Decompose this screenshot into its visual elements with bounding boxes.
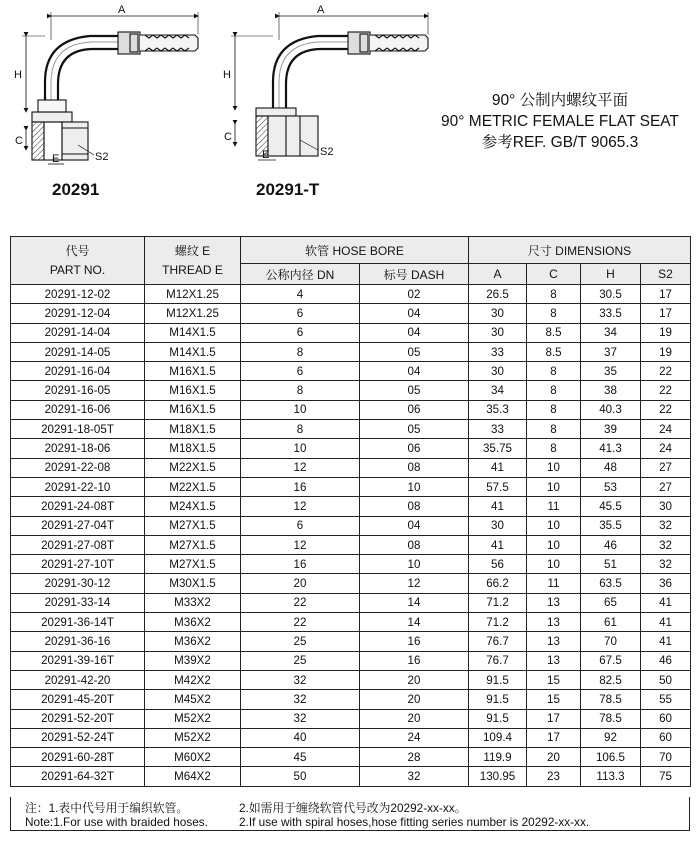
table-cell: 50 xyxy=(641,670,691,689)
table-cell: 10 xyxy=(527,516,581,535)
table-cell: 32 xyxy=(360,767,469,786)
table-cell: 36 xyxy=(641,574,691,593)
table-cell: 30 xyxy=(469,516,527,535)
table-cell: 12 xyxy=(360,574,469,593)
table-cell: 46 xyxy=(581,535,641,554)
table-cell: 23 xyxy=(527,767,581,786)
table-cell: 20291-16-06 xyxy=(11,400,145,419)
table-cell: 13 xyxy=(527,613,581,632)
table-cell: 05 xyxy=(360,420,469,439)
table-cell: 19 xyxy=(641,342,691,361)
table-cell: 32 xyxy=(641,535,691,554)
table-row xyxy=(11,651,691,670)
table-cell: 20291-64-32T xyxy=(11,767,145,786)
table-cell: 10 xyxy=(241,400,360,419)
table-row xyxy=(11,458,691,477)
table-cell: 34 xyxy=(469,381,527,400)
table-cell: 106.5 xyxy=(581,748,641,767)
table-cell: 119.9 xyxy=(469,748,527,767)
table-cell: 78.5 xyxy=(581,709,641,728)
table-cell: 8 xyxy=(527,439,581,458)
table-cell: 20291-16-05 xyxy=(11,381,145,400)
table-cell: 20291-18-06 xyxy=(11,439,145,458)
table-cell: 17 xyxy=(641,285,691,304)
table-row xyxy=(11,670,691,689)
table-cell: 13 xyxy=(527,593,581,612)
table-cell: 32 xyxy=(641,516,691,535)
table-cell: 14 xyxy=(360,613,469,632)
table-cell: 06 xyxy=(360,400,469,419)
table-cell: 60 xyxy=(641,709,691,728)
table-cell: M12X1.25 xyxy=(145,285,241,304)
table-cell: M22X1.5 xyxy=(145,477,241,496)
title-block xyxy=(420,90,700,153)
table-cell: 35.3 xyxy=(469,400,527,419)
table-row xyxy=(11,342,691,361)
table-cell: 41.3 xyxy=(581,439,641,458)
table-cell: 20291-30-12 xyxy=(11,574,145,593)
table-cell: 12 xyxy=(241,497,360,516)
dim-s2-label-t: S2 xyxy=(320,146,334,158)
table-cell: 10 xyxy=(527,458,581,477)
table-cell: 30 xyxy=(641,497,691,516)
table-cell: 20291-22-10 xyxy=(11,477,145,496)
table-cell: 22 xyxy=(641,362,691,381)
table-cell: 67.5 xyxy=(581,651,641,670)
table-row xyxy=(11,709,691,728)
table-cell: 56 xyxy=(469,555,527,574)
col-dn: 公称内径 DN xyxy=(241,264,360,285)
table-row xyxy=(11,767,691,786)
col-a: A xyxy=(469,264,527,285)
table-cell: 8 xyxy=(527,420,581,439)
dim-e-label-t: E xyxy=(262,149,270,161)
table-cell: 8 xyxy=(241,381,360,400)
table-cell: 37 xyxy=(581,342,641,361)
notes xyxy=(10,797,690,831)
table-cell: 50 xyxy=(241,767,360,786)
table-row xyxy=(11,690,691,709)
table-cell: 32 xyxy=(241,690,360,709)
table-cell: 109.4 xyxy=(469,728,527,747)
table-cell: 71.2 xyxy=(469,613,527,632)
table-cell: 60 xyxy=(641,728,691,747)
table-row xyxy=(11,439,691,458)
note-en-1: Note:1.For use with braided hoses. xyxy=(25,815,208,829)
table-row xyxy=(11,516,691,535)
table-cell: 45.5 xyxy=(581,497,641,516)
table-cell: 8 xyxy=(527,285,581,304)
table-cell: 4 xyxy=(241,285,360,304)
table-cell: 6 xyxy=(241,362,360,381)
table-cell: M24X1.5 xyxy=(145,497,241,516)
table-cell: M27X1.5 xyxy=(145,516,241,535)
table-cell: 8 xyxy=(241,342,360,361)
table-row xyxy=(11,477,691,496)
table-cell: 6 xyxy=(241,516,360,535)
table-cell: 16 xyxy=(241,555,360,574)
table-cell: 65 xyxy=(581,593,641,612)
table-cell: 13 xyxy=(527,632,581,651)
table-cell: 91.5 xyxy=(469,670,527,689)
table-row xyxy=(11,304,691,323)
table-cell: 20291-36-14T xyxy=(11,613,145,632)
table-cell: 20 xyxy=(241,574,360,593)
dim-a-label: A xyxy=(118,4,126,16)
table-cell: 6 xyxy=(241,323,360,342)
table-cell: 24 xyxy=(641,439,691,458)
table-cell: M22X1.5 xyxy=(145,458,241,477)
table-cell: 20291-22-08 xyxy=(11,458,145,477)
table-cell: 91.5 xyxy=(469,709,527,728)
table-row xyxy=(11,400,691,419)
table-cell: 78.5 xyxy=(581,690,641,709)
table-cell: 12 xyxy=(241,458,360,477)
table-cell: M39X2 xyxy=(145,651,241,670)
table-cell: 55 xyxy=(641,690,691,709)
table-row xyxy=(11,323,691,342)
table-row xyxy=(11,381,691,400)
spec-table-body xyxy=(11,285,691,787)
table-cell: M14X1.5 xyxy=(145,323,241,342)
table-cell: 15 xyxy=(527,670,581,689)
table-cell: 15 xyxy=(527,690,581,709)
table-cell: 17 xyxy=(641,304,691,323)
table-cell: 16 xyxy=(360,632,469,651)
table-cell: 20291-14-04 xyxy=(11,323,145,342)
table-row xyxy=(11,728,691,747)
table-cell: 14 xyxy=(360,593,469,612)
table-cell: 11 xyxy=(527,574,581,593)
table-cell: M33X2 xyxy=(145,593,241,612)
table-cell: 17 xyxy=(527,728,581,747)
table-cell: M52X2 xyxy=(145,709,241,728)
table-cell: 8.5 xyxy=(527,323,581,342)
table-cell: 20291-24-08T xyxy=(11,497,145,516)
table-cell: M30X1.5 xyxy=(145,574,241,593)
table-cell: 06 xyxy=(360,439,469,458)
table-cell: 76.7 xyxy=(469,632,527,651)
table-cell: M14X1.5 xyxy=(145,342,241,361)
table-cell: 10 xyxy=(241,439,360,458)
table-row xyxy=(11,535,691,554)
table-cell: 20291-12-02 xyxy=(11,285,145,304)
table-cell: 20 xyxy=(360,690,469,709)
table-cell: 12 xyxy=(241,535,360,554)
table-cell: M16X1.5 xyxy=(145,362,241,381)
part-label-20291: 20291 xyxy=(52,180,100,199)
table-cell: 04 xyxy=(360,323,469,342)
table-cell: 22 xyxy=(241,593,360,612)
table-cell: 02 xyxy=(360,285,469,304)
table-cell: 20291-18-05T xyxy=(11,420,145,439)
col-dash: 标号 DASH xyxy=(360,264,469,285)
table-cell: 20291-16-04 xyxy=(11,362,145,381)
table-cell: 24 xyxy=(641,420,691,439)
table-cell: 08 xyxy=(360,458,469,477)
table-row xyxy=(11,285,691,304)
table-cell: 32 xyxy=(241,709,360,728)
table-cell: 27 xyxy=(641,458,691,477)
table-row xyxy=(11,748,691,767)
table-cell: 20291-45-20T xyxy=(11,690,145,709)
table-cell: 57.5 xyxy=(469,477,527,496)
table-row xyxy=(11,362,691,381)
table-cell: 10 xyxy=(360,555,469,574)
table-cell: M45X2 xyxy=(145,690,241,709)
title-en: 90° METRIC FEMALE FLAT SEAT xyxy=(441,113,679,130)
table-cell: 30.5 xyxy=(581,285,641,304)
note-cn-2: 2.如需用于缠绕软管代号改为20292-xx-xx。 xyxy=(239,801,467,815)
table-cell: 30 xyxy=(469,304,527,323)
table-cell: 33 xyxy=(469,420,527,439)
table-cell: 13 xyxy=(527,651,581,670)
dim-a-label-t: A xyxy=(317,4,325,16)
table-cell: 22 xyxy=(641,381,691,400)
table-cell: 8 xyxy=(527,304,581,323)
table-cell: 53 xyxy=(581,477,641,496)
table-cell: 75 xyxy=(641,767,691,786)
table-cell: 16 xyxy=(241,477,360,496)
table-cell: 05 xyxy=(360,342,469,361)
table-cell: M64X2 xyxy=(145,767,241,786)
table-cell: 45 xyxy=(241,748,360,767)
table-row xyxy=(11,497,691,516)
table-cell: 8.5 xyxy=(527,342,581,361)
table-cell: 8 xyxy=(527,381,581,400)
table-cell: 113.3 xyxy=(581,767,641,786)
table-cell: 8 xyxy=(527,400,581,419)
col-thread: 螺纹 E THREAD E xyxy=(145,237,241,285)
table-cell: 40.3 xyxy=(581,400,641,419)
table-cell: 16 xyxy=(360,651,469,670)
table-cell: 17 xyxy=(527,709,581,728)
table-cell: M16X1.5 xyxy=(145,400,241,419)
table-cell: 20291-52-20T xyxy=(11,709,145,728)
table-cell: 20291-12-04 xyxy=(11,304,145,323)
dim-s2-label: S2 xyxy=(95,151,109,163)
table-cell: 19 xyxy=(641,323,691,342)
table-cell: 6 xyxy=(241,304,360,323)
table-cell: 24 xyxy=(360,728,469,747)
table-cell: 91.5 xyxy=(469,690,527,709)
note-cn-1: 注：1.表中代号用于编织软管。 xyxy=(25,801,189,815)
table-cell: 41 xyxy=(469,497,527,516)
table-cell: 20291-42-20 xyxy=(11,670,145,689)
table-cell: 04 xyxy=(360,362,469,381)
table-cell: 20291-27-10T xyxy=(11,555,145,574)
col-part-no: 代号 PART NO. xyxy=(11,237,145,285)
col-dimensions: 尺寸 DIMENSIONS xyxy=(469,237,691,264)
table-cell: M36X2 xyxy=(145,632,241,651)
table-cell: 61 xyxy=(581,613,641,632)
table-cell: 20291-60-28T xyxy=(11,748,145,767)
table-cell: 20291-27-08T xyxy=(11,535,145,554)
table-cell: 66.2 xyxy=(469,574,527,593)
table-cell: 20291-52-24T xyxy=(11,728,145,747)
table-row xyxy=(11,632,691,651)
table-cell: 41 xyxy=(641,632,691,651)
table-cell: 33 xyxy=(469,342,527,361)
table-cell: 63.5 xyxy=(581,574,641,593)
col-s2: S2 xyxy=(641,264,691,285)
table-cell: 8 xyxy=(241,420,360,439)
table-cell: 35 xyxy=(581,362,641,381)
table-cell: 10 xyxy=(527,535,581,554)
table-cell: 22 xyxy=(241,613,360,632)
table-cell: 22 xyxy=(641,400,691,419)
table-cell: 32 xyxy=(241,670,360,689)
table-row xyxy=(11,420,691,439)
table-cell: 33.5 xyxy=(581,304,641,323)
table-cell: 10 xyxy=(527,477,581,496)
table-cell: 51 xyxy=(581,555,641,574)
table-cell: 41 xyxy=(641,593,691,612)
table-cell: M60X2 xyxy=(145,748,241,767)
table-cell: 26.5 xyxy=(469,285,527,304)
table-cell: 04 xyxy=(360,304,469,323)
dim-h-label: H xyxy=(14,69,22,81)
table-cell: 70 xyxy=(581,632,641,651)
table-cell: 39 xyxy=(581,420,641,439)
table-cell: 71.2 xyxy=(469,593,527,612)
col-hose-bore: 软管 HOSE BORE xyxy=(241,237,469,264)
table-row xyxy=(11,574,691,593)
table-cell: 48 xyxy=(581,458,641,477)
table-cell: M36X2 xyxy=(145,613,241,632)
table-cell: 04 xyxy=(360,516,469,535)
note-en-2: 2.If use with spiral hoses,hose fitting series number is 20292-xx-xx. xyxy=(239,815,590,829)
table-cell: 82.5 xyxy=(581,670,641,689)
table-cell: M18X1.5 xyxy=(145,439,241,458)
table-cell: 30 xyxy=(469,362,527,381)
table-row xyxy=(11,555,691,574)
table-cell: 92 xyxy=(581,728,641,747)
table-cell: 41 xyxy=(469,535,527,554)
table-cell: 35.75 xyxy=(469,439,527,458)
table-cell: 38 xyxy=(581,381,641,400)
part-label-20291-t: 20291-T xyxy=(256,180,320,199)
table-cell: 40 xyxy=(241,728,360,747)
table-row xyxy=(11,593,691,612)
table-cell: 20291-39-16T xyxy=(11,651,145,670)
spec-table xyxy=(10,236,691,787)
table-cell: 32 xyxy=(641,555,691,574)
table-cell: 34 xyxy=(581,323,641,342)
table-cell: 25 xyxy=(241,632,360,651)
col-h: H xyxy=(581,264,641,285)
table-cell: M12X1.25 xyxy=(145,304,241,323)
dim-e-label: E xyxy=(52,153,60,165)
table-cell: M27X1.5 xyxy=(145,535,241,554)
title-cn: 90° 公制内螺纹平面 xyxy=(491,92,629,109)
table-cell: M42X2 xyxy=(145,670,241,689)
table-cell: 20 xyxy=(360,670,469,689)
drawing-20291-t xyxy=(231,12,428,160)
table-cell: 30 xyxy=(469,323,527,342)
table-cell: 08 xyxy=(360,535,469,554)
table-cell: 130.95 xyxy=(469,767,527,786)
table-cell: 41 xyxy=(641,613,691,632)
table-cell: 10 xyxy=(527,555,581,574)
table-row xyxy=(11,613,691,632)
table-cell: 76.7 xyxy=(469,651,527,670)
table-cell: M52X2 xyxy=(145,728,241,747)
table-cell: 20291-14-05 xyxy=(11,342,145,361)
table-cell: 28 xyxy=(360,748,469,767)
table-cell: 70 xyxy=(641,748,691,767)
table-cell: 25 xyxy=(241,651,360,670)
table-cell: 20291-36-16 xyxy=(11,632,145,651)
table-cell: 20 xyxy=(360,709,469,728)
table-cell: 27 xyxy=(641,477,691,496)
table-cell: 10 xyxy=(360,477,469,496)
table-cell: 08 xyxy=(360,497,469,516)
table-cell: 20 xyxy=(527,748,581,767)
dim-c-label: C xyxy=(15,135,23,147)
title-ref: 参考REF. GB/T 9065.3 xyxy=(481,134,639,151)
drawing-20291 xyxy=(22,12,198,164)
table-cell: 20291-33-14 xyxy=(11,593,145,612)
table-cell: 35.5 xyxy=(581,516,641,535)
table-cell: 8 xyxy=(527,362,581,381)
table-cell: M27X1.5 xyxy=(145,555,241,574)
table-cell: 11 xyxy=(527,497,581,516)
table-cell: M18X1.5 xyxy=(145,420,241,439)
dim-h-label-t: H xyxy=(223,69,231,81)
table-cell: M16X1.5 xyxy=(145,381,241,400)
table-cell: 05 xyxy=(360,381,469,400)
table-cell: 46 xyxy=(641,651,691,670)
col-c: C xyxy=(527,264,581,285)
table-cell: 20291-27-04T xyxy=(11,516,145,535)
table-cell: 41 xyxy=(469,458,527,477)
dim-c-label-t: C xyxy=(224,131,232,143)
